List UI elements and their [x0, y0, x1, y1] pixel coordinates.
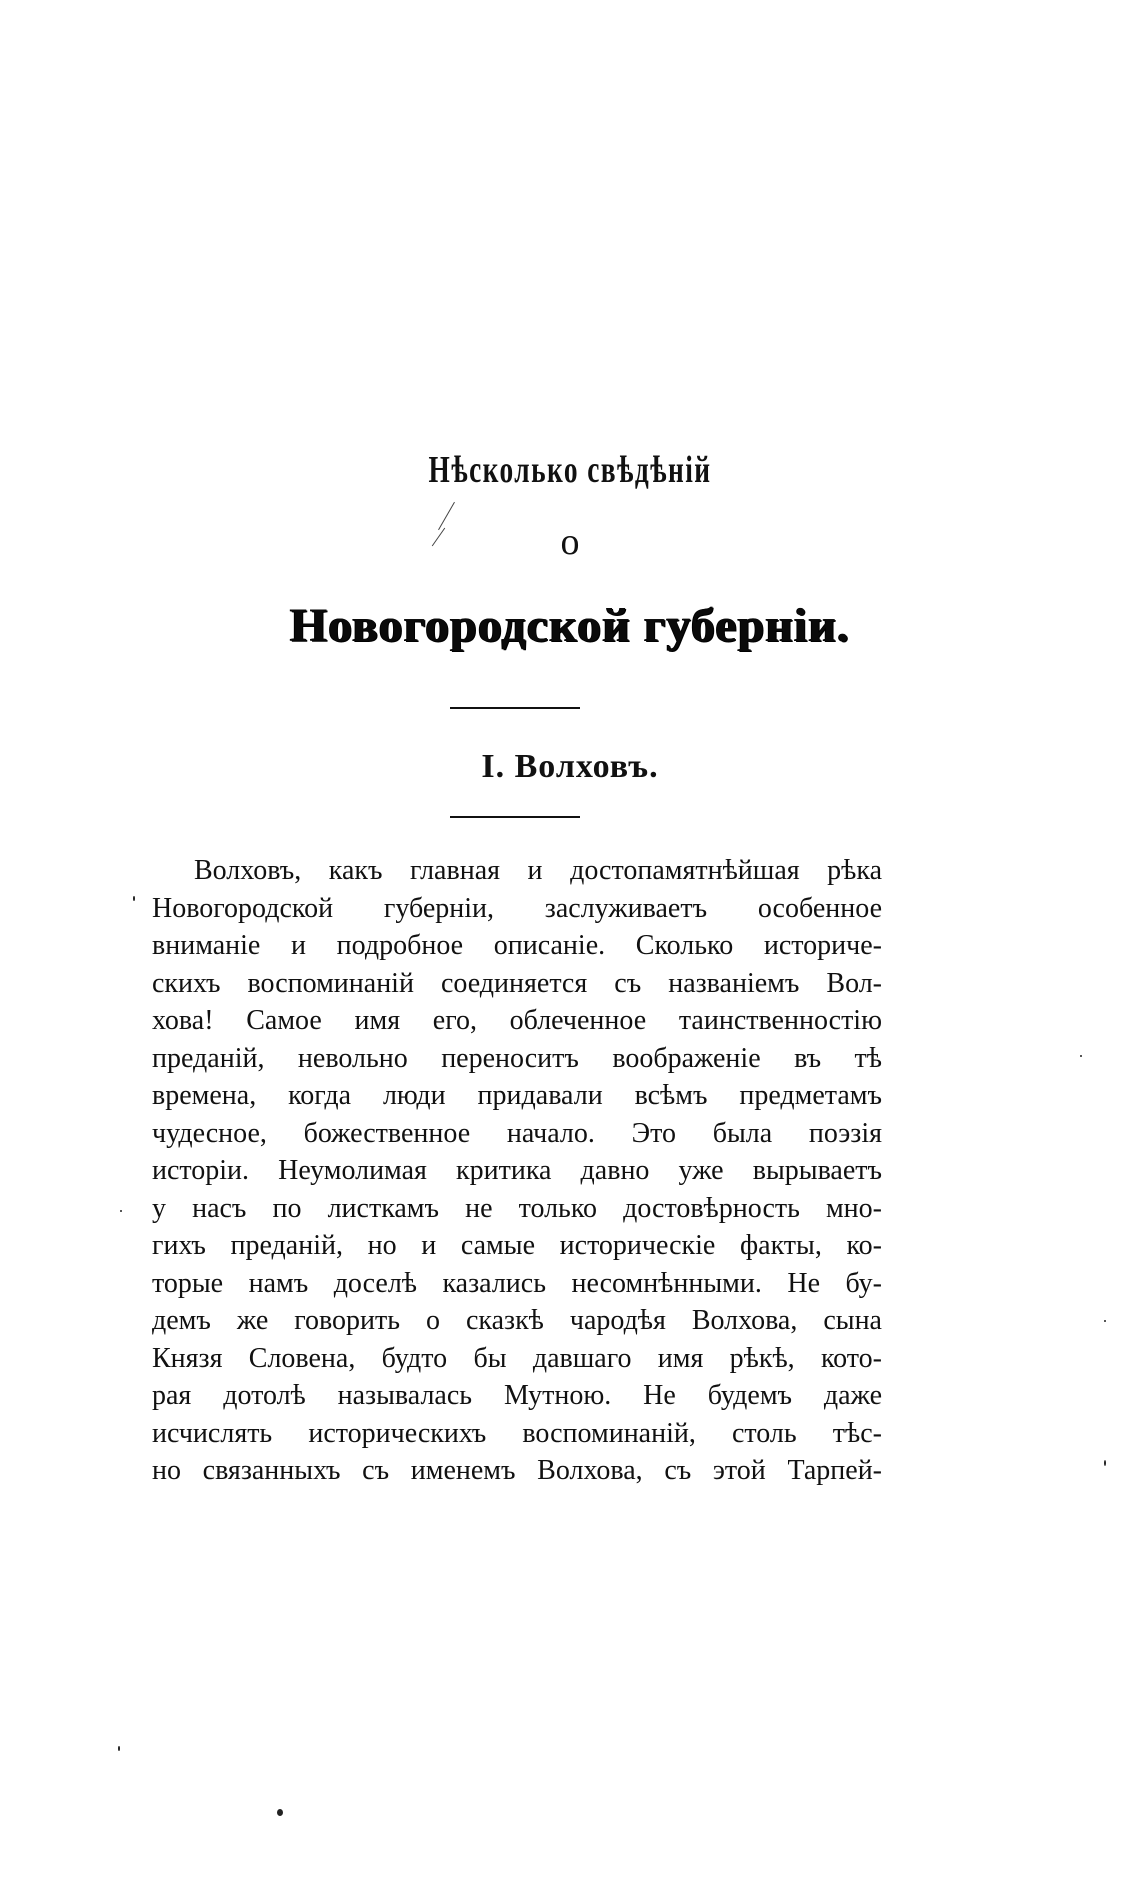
- title-line-2: о: [560, 521, 580, 563]
- scan-speck: [120, 1210, 122, 1212]
- divider-rule-bottom: [450, 816, 580, 818]
- body-line: скихъ воспоминаній соединяется съ названіемъ Вол-: [152, 967, 882, 999]
- title-line-3: Новогородской губерніи.: [289, 599, 851, 652]
- scan-speck: [1104, 1320, 1106, 1322]
- body-line: хова! Самое имя его, облеченное таинственностію: [152, 1005, 882, 1036]
- body-line: торые намъ доселѣ казались несомнѣнными. Не бу-: [152, 1267, 882, 1299]
- scan-speck: [118, 1746, 120, 1751]
- body-line: демъ же говорить о сказкѣ чародѣя Волхова, сына: [152, 1305, 882, 1336]
- body-line: исчислять историческихъ воспоминаній, столь тѣс-: [152, 1417, 882, 1449]
- body-line: рая дотолѣ называлась Мутною. Не будемъ даже: [152, 1380, 882, 1411]
- body-line: у насъ по листкамъ не только достовѣрность мно-: [152, 1192, 882, 1224]
- scan-speck: [1080, 1055, 1082, 1057]
- body-line: времена, когда люди придавали всѣмъ предметамъ: [152, 1080, 882, 1111]
- body-line: гихъ преданій, но и самые историческіе факты, ко-: [152, 1230, 882, 1261]
- scan-speck: [133, 896, 135, 901]
- body-line: Князя Словена, будто бы давшаго имя рѣкѣ, кото-: [152, 1342, 882, 1374]
- body-line: вниманіе и подробное описаніе. Сколько историче-: [152, 930, 882, 961]
- body-line: но связанныхъ съ именемъ Волхова, съ этой Тарпей-: [152, 1455, 882, 1486]
- body-line: Волховъ, какъ главная и достопамятнѣйшая рѣка: [194, 855, 882, 886]
- body-line: чудесное, божественное начало. Это была поэзія: [152, 1117, 882, 1149]
- scan-speck: [1104, 1460, 1106, 1466]
- scan-speck: [277, 1809, 283, 1816]
- body-line: преданій, невольно переноситъ воображеніе въ тѣ: [152, 1042, 882, 1074]
- title-line-1: Нѣсколько свѣдѣній: [428, 449, 712, 491]
- body-line: Новогородской губерніи, заслуживаетъ особенное: [152, 892, 882, 924]
- section-heading: I. Волховъ.: [481, 748, 659, 785]
- body-text: [152, 852, 882, 1490]
- divider-rule-top: [450, 707, 580, 709]
- body-line: исторіи. Неумолимая критика давно уже вырываетъ: [152, 1155, 882, 1186]
